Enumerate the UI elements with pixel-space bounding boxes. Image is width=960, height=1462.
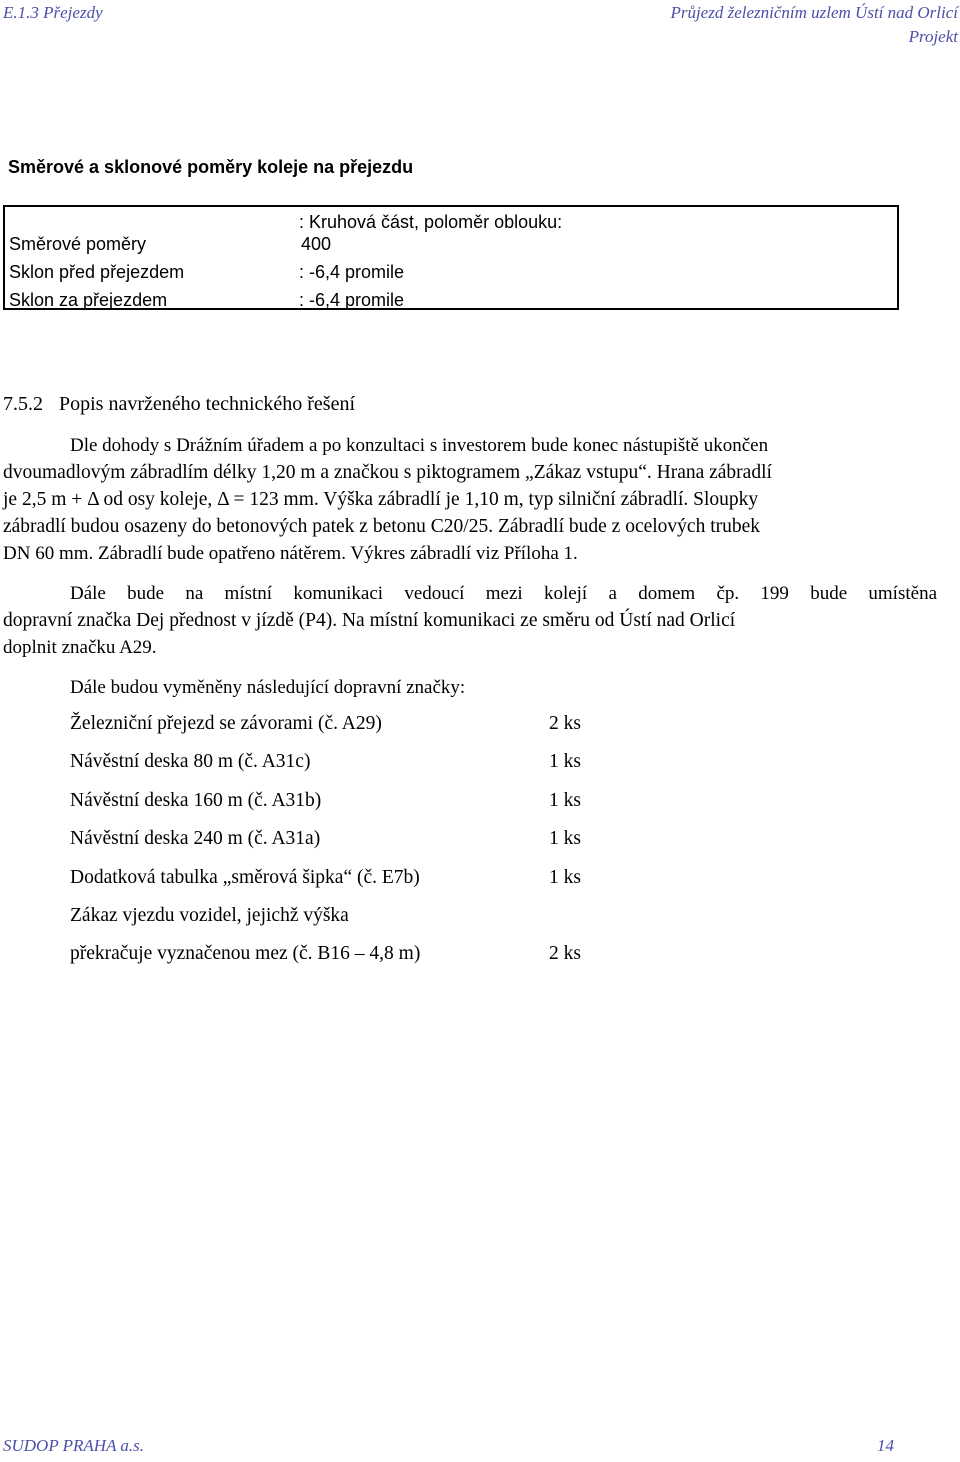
- header-project-name: Průjezd železničním uzlem Ústí nad Orlicí: [670, 3, 958, 22]
- sign-name-a31a: Návěstní deska 240 m (č. A31a): [70, 828, 321, 849]
- paragraph-3: Dále budou vyměněny následující dopravní značky:: [70, 677, 466, 698]
- paragraph-1-line-4: zábradlí budou osazeny do betonových patek z betonu C20/25. Zábradlí bude z ocelových trubek: [3, 516, 761, 537]
- direction-value-line2: 400: [301, 234, 332, 254]
- track-ratios-table: [3, 205, 899, 310]
- paragraph-2-line-1: Dále bude na místní komunikaci vedoucí mezi kolejí a domem čp. 199 bude umístěna: [70, 583, 937, 604]
- sign-qty-a31a: 1 ks: [549, 828, 581, 849]
- footer-company: SUDOP PRAHA a.s.: [3, 1436, 145, 1455]
- slope-before-label: Sklon před přejezdem: [9, 262, 185, 282]
- sign-qty-b16: 2 ks: [549, 943, 581, 964]
- direction-value-line1: : Kruhová část, poloměr oblouku:: [299, 212, 563, 232]
- sign-qty-e7b: 1 ks: [549, 867, 581, 888]
- paragraph-1-line-3: je 2,5 m + Δ od osy koleje, Δ = 123 mm. Výška zábradlí je 1,10 m, typ silniční zábradlí. Sloupky: [3, 489, 759, 510]
- sign-name-e7b: Dodatková tabulka „směrová šipka“ (č. E7b): [70, 867, 420, 888]
- sign-name-a31c: Návěstní deska 80 m (č. A31c): [70, 751, 311, 772]
- header-document-type: Projekt: [908, 27, 958, 46]
- paragraph-1-line-2: dvoumadlovým zábradlím délky 1,20 m a značkou s piktogramem „Zákaz vstupu“. Hrana zábradlí: [3, 462, 772, 483]
- slope-after-value: : -6,4 promile: [299, 290, 405, 310]
- paragraph-1-line-5: DN 60 mm. Zábradlí bude opatřeno nátěrem. Výkres zábradlí viz Příloha 1.: [3, 543, 578, 564]
- section-title: Popis navrženého technického řešení: [59, 393, 356, 415]
- section-heading: [3, 392, 355, 416]
- header-section-title: E.1.3 Přejezdy: [3, 3, 103, 22]
- slope-after-label: Sklon za přejezdem: [9, 290, 168, 310]
- sign-name-b16-line1: Zákaz vjezdu vozidel, jejichž výška: [70, 905, 349, 926]
- paragraph-2-line-2: dopravní značka Dej přednost v jízdě (P4). Na místní komunikaci ze směru od Ústí nad Orlicí: [3, 610, 736, 631]
- sign-name-a29: Železniční přejezd se závorami (č. A29): [70, 713, 382, 734]
- sign-name-a31b: Návěstní deska 160 m (č. A31b): [70, 790, 322, 811]
- sign-qty-a31c: 1 ks: [549, 751, 581, 772]
- direction-label: Směrové poměry: [9, 234, 147, 254]
- paragraph-2-line-3: doplnit značku A29.: [3, 637, 157, 658]
- paragraph-1-line-1: Dle dohody s Drážním úřadem a po konzultaci s investorem bude konec nástupiště ukončen: [70, 435, 769, 456]
- section-number: 7.5.2: [3, 393, 43, 415]
- track-ratios-heading: Směrové a sklonové poměry koleje na přejezdu: [8, 157, 414, 177]
- sign-qty-a31b: 1 ks: [549, 790, 581, 811]
- slope-before-value: : -6,4 promile: [299, 262, 405, 282]
- sign-name-b16-line2: překračuje vyznačenou mez (č. B16 – 4,8 m): [70, 943, 421, 964]
- sign-qty-a29: 2 ks: [549, 713, 581, 734]
- footer-page-number: 14: [877, 1436, 894, 1455]
